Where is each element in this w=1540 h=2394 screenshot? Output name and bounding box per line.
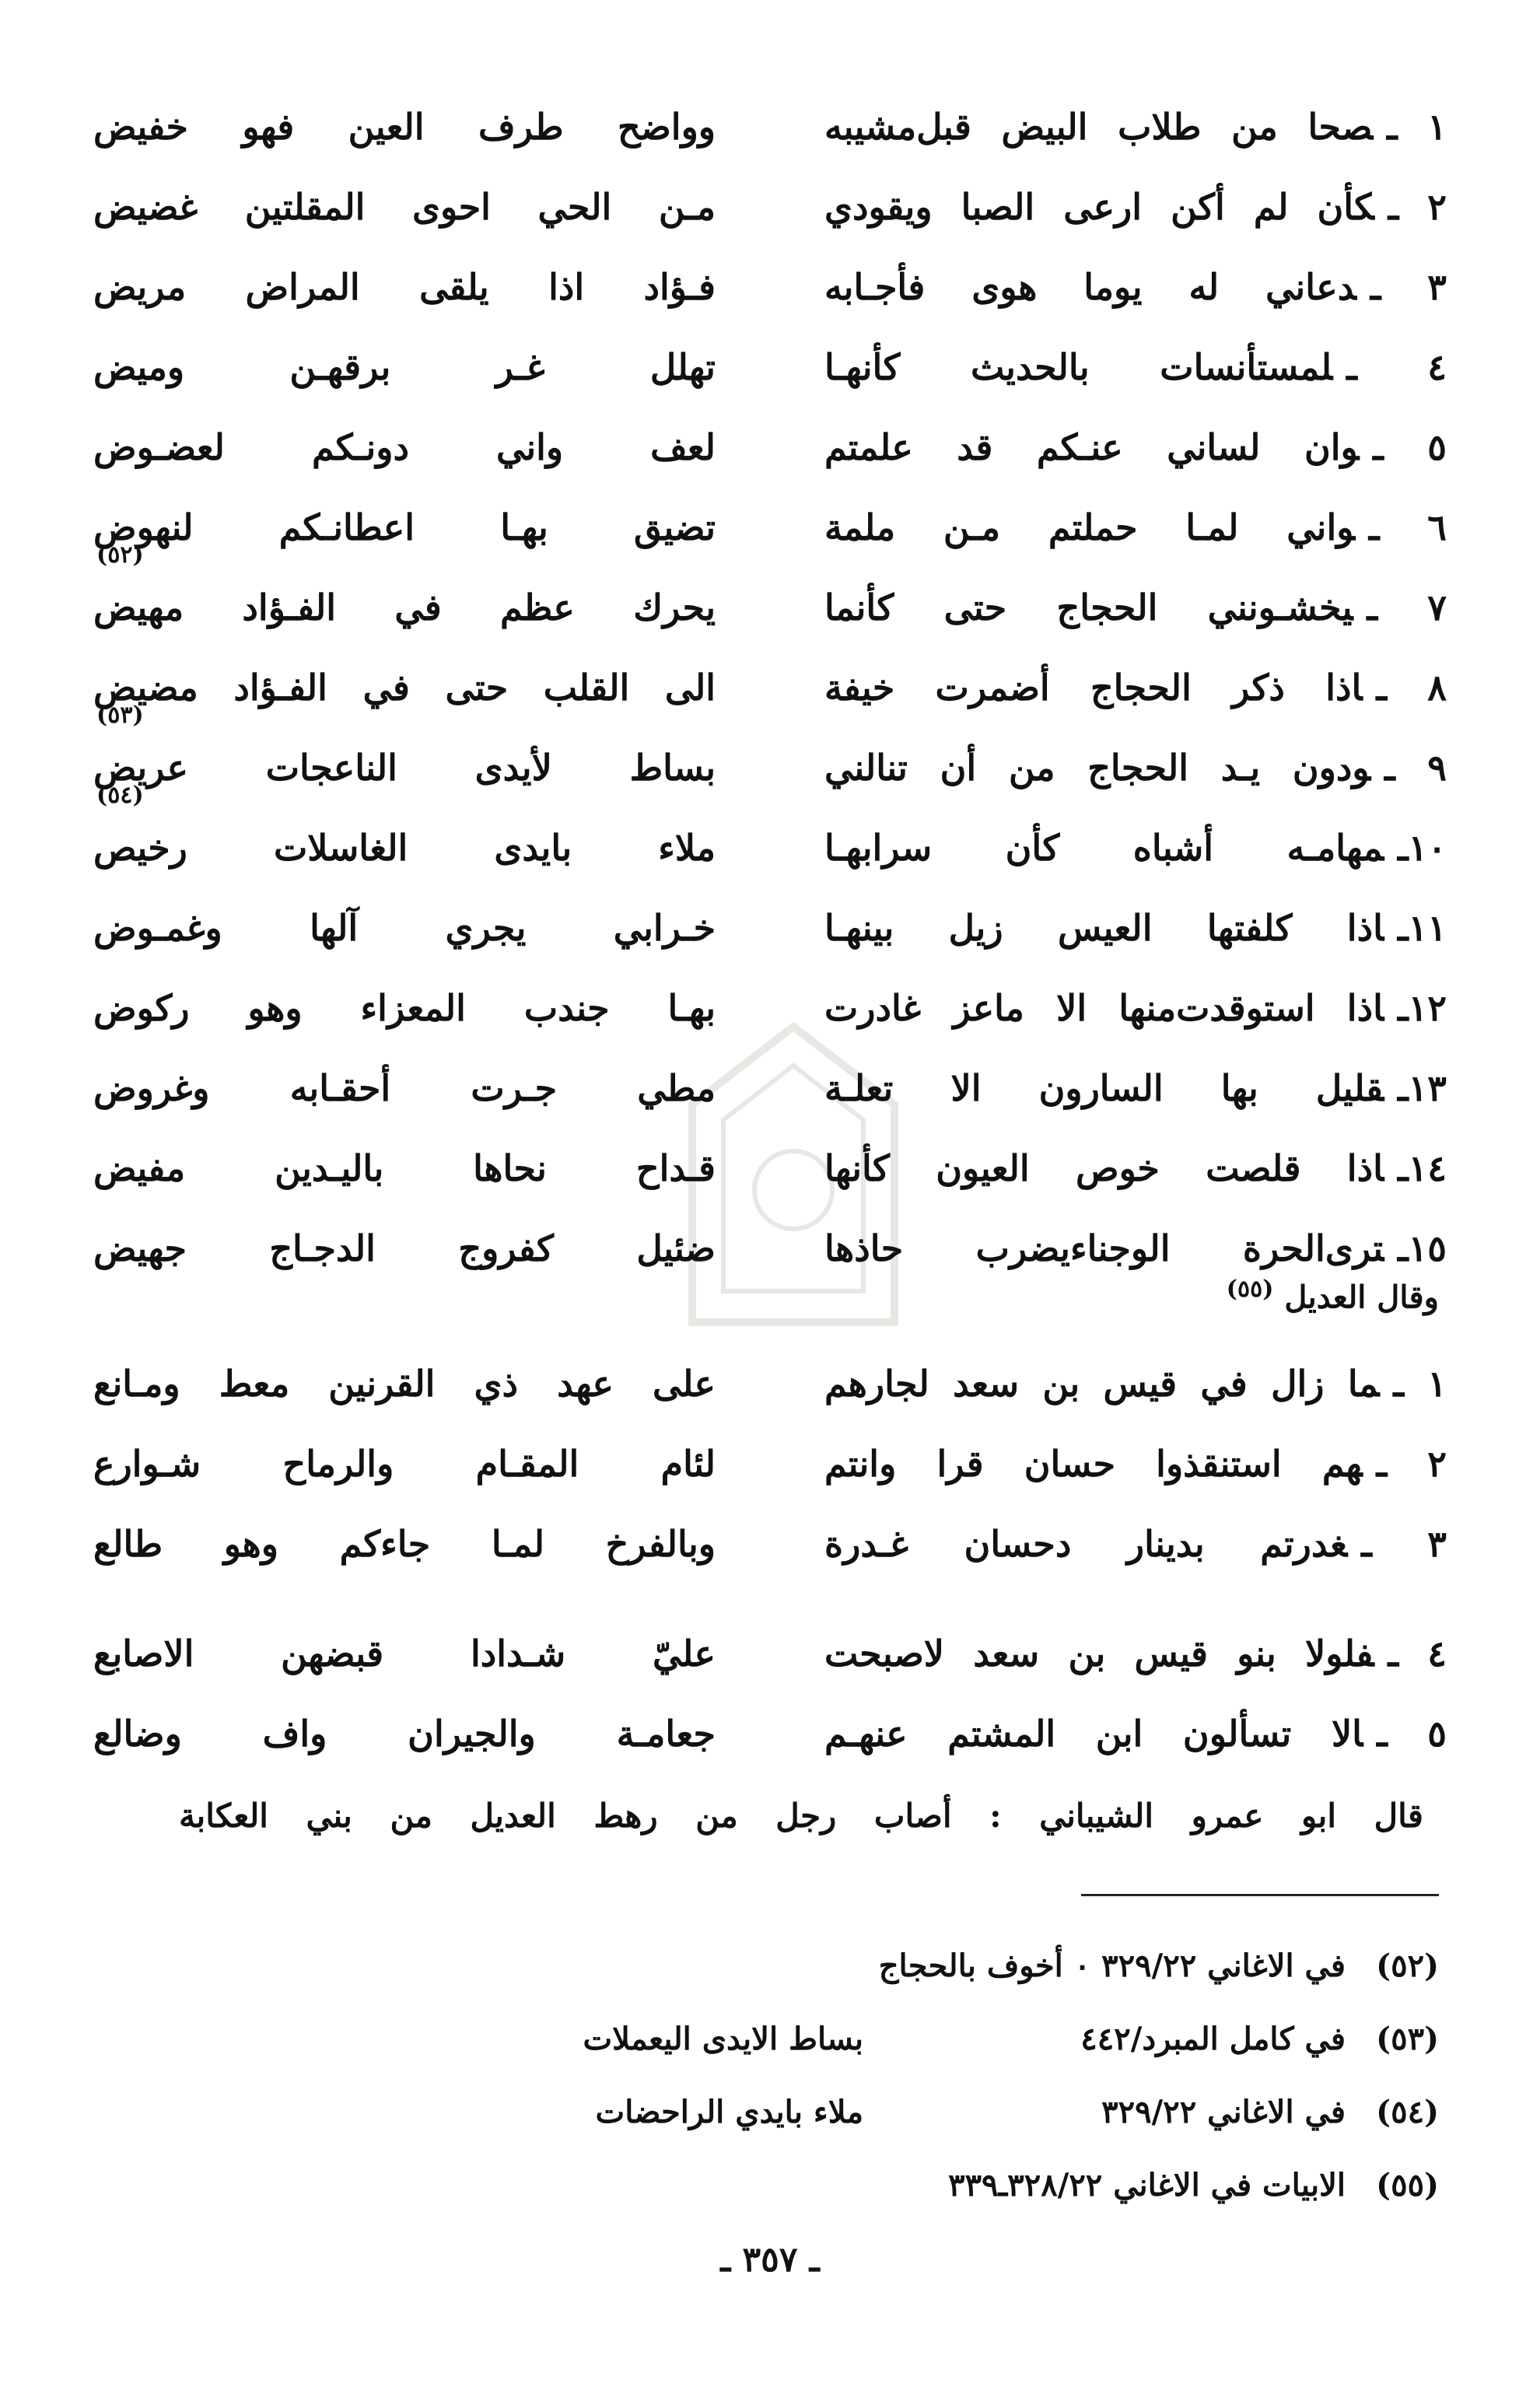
footnotes xyxy=(101,1929,1439,2221)
verse-first-hemistich-text: فلولا بنو قيس بن سعد لاصبحت xyxy=(824,1633,1374,1675)
footnote-source: في الاغاني ٣٢٩/٢٢ xyxy=(1101,2093,1346,2130)
verse-second-hemistich: فـؤاد اذا يلقى المراض مريض xyxy=(93,266,716,308)
verse xyxy=(93,541,1447,648)
verse-second-hemistich: عليّ شـدادا قبضهن الاصابع xyxy=(93,1633,716,1675)
verse-first-hemistich-text: ترى‌الحرة الوجناءيضرب حاذها xyxy=(824,1227,1384,1269)
verse-first-hemistich-text: صحا من طلاب البيض قبل‌مشيبه xyxy=(824,106,1374,148)
verse xyxy=(93,408,1447,488)
poem-first xyxy=(93,87,1447,1289)
footnote-number: (٥٤) xyxy=(1376,2093,1439,2130)
verse-number: ٥ ـ xyxy=(1377,1713,1447,1755)
footnote-source: الابيات في الاغاني ٣٢٨/٢٢ـ٣٣٩ xyxy=(948,2166,1346,2203)
footnote xyxy=(101,2148,1439,2221)
verse-second-hemistich: مطي جـرت أحقـابه وغروض xyxy=(93,1067,716,1109)
verse xyxy=(93,888,1447,968)
verse-second-hemistich: تهلل غـر برقهـن وميض xyxy=(93,346,716,388)
verse-first-hemistich-text: مهامـه أشباه كأن سرابهـا xyxy=(824,827,1384,869)
footnote xyxy=(101,2075,1439,2148)
verse-number: ١٤ـ xyxy=(1398,1147,1447,1189)
verse-first-hemistich-text: وان لساني عنـكم قد علمتم xyxy=(824,426,1360,468)
verse xyxy=(93,1424,1447,1504)
verse xyxy=(93,1614,1447,1694)
verse-second-hemistich: مـن الحي احوى المقلتين غضيض xyxy=(93,186,716,228)
verse-second-hemistich: الى القلب حتى في الفـؤاد مضيض xyxy=(93,667,716,709)
poem-second-continued xyxy=(93,1614,1447,1774)
verse-first-hemistich xyxy=(824,1694,1447,1774)
verse-number: ٤ ـ xyxy=(1346,346,1447,388)
footnote-divider xyxy=(1081,1894,1439,1896)
verse-first-hemistich xyxy=(824,728,1447,808)
verse-first-hemistich xyxy=(824,247,1447,327)
verse-number: ٤ ـ xyxy=(1388,1633,1447,1675)
footnote xyxy=(101,2002,1439,2075)
page-number: ـ ٣٥٧ ـ xyxy=(720,2240,820,2280)
footnote-source: في الاغاني ٣٢٩/٢٢ ٠ أخوف بالحجاج xyxy=(878,1947,1346,1984)
verse-first-hemistich xyxy=(824,1424,1447,1504)
verse-number: ١ ـ xyxy=(1387,106,1447,148)
verse-number: ١٠ـ xyxy=(1398,827,1447,869)
verse-first-hemistich xyxy=(824,1048,1447,1129)
verse-first-hemistich xyxy=(824,888,1447,968)
verse-first-hemistich-text: اذا كلفتها العيس زيل بينهـا xyxy=(824,907,1384,949)
verse xyxy=(93,1344,1447,1424)
verse-second-hemistich: بهـا جندب المعزاء وهو ركوض xyxy=(93,987,716,1029)
verse-first-hemistich xyxy=(824,968,1447,1048)
footnote-ref: (٥٢) xyxy=(96,541,144,569)
poem-second xyxy=(93,1344,1447,1584)
verse-first-hemistich-text: يخشـونني الحجاج حتى كأنما xyxy=(824,586,1353,628)
verse-number: ٦ ـ xyxy=(1369,506,1447,548)
verse xyxy=(93,167,1447,247)
verse-second-hemistich: تضيق بهـا اعطانـكم لنهوض xyxy=(93,506,716,548)
verse-first-hemistich xyxy=(824,167,1447,247)
footnote-number: (٥٢) xyxy=(1376,1947,1439,1984)
verse-first-hemistich-text: دعاني له يوما هوى فأجـابه xyxy=(824,266,1356,308)
verse-second-hemistich: خـرابي يجري آلها وغمـوض xyxy=(93,907,716,949)
footnote-ref: (٥٣) xyxy=(96,702,144,729)
verse-first-hemistich xyxy=(824,408,1447,488)
verse-first-hemistich-text: ودون يـد الحجاج من أن تنالني xyxy=(824,747,1371,789)
verse-first-hemistich-text: واني لمـا حملتم مـن ملمة xyxy=(824,506,1355,548)
footnote-variant: ملاء بايدي الراحضات xyxy=(595,2093,863,2130)
verse-second-hemistich: لئام المقـام والرماح شـوارع xyxy=(93,1443,716,1485)
verse-first-hemistich xyxy=(824,1344,1447,1424)
verse-number: ١ ـ xyxy=(1393,1363,1447,1405)
verse-second-hemistich: يحرك عظم في الفـؤاد مهيض xyxy=(93,586,716,628)
verse-first-hemistich xyxy=(824,808,1447,888)
verse xyxy=(93,247,1447,327)
verse-number: ١١ـ xyxy=(1398,907,1447,949)
footnote-source: في كامل المبرد/٤٤٢ xyxy=(1080,2020,1346,2057)
verse-first-hemistich-text: كأن لم أكن ارعى الصبا ويقودي xyxy=(824,186,1374,228)
verse-first-hemistich xyxy=(824,1504,1447,1584)
verse-number: ٩ ـ xyxy=(1384,747,1447,789)
verse-first-hemistich xyxy=(824,1129,1447,1209)
verse-second-hemistich: بساط لأيدى الناعجات عريض xyxy=(93,747,716,789)
verse-first-hemistich-text: قليل بها السارون الا تعلـة xyxy=(824,1067,1384,1109)
verse-number: ٨ ـ xyxy=(1376,667,1447,709)
verse xyxy=(93,782,1447,888)
verse-first-hemistich-text: لمستأنسات بالحديث كأنهـا xyxy=(824,346,1333,388)
verse-second-hemistich: وبالفرخ لمـا جاءكم وهو طالع xyxy=(93,1523,716,1565)
verse xyxy=(93,87,1447,167)
verse-number: ٢ ـ xyxy=(1388,186,1447,228)
verse-number: ٣ ـ xyxy=(1361,1523,1447,1565)
footnote-number: (٥٣) xyxy=(1376,2020,1439,2057)
verse xyxy=(93,648,1447,728)
poem-intro-line xyxy=(1227,1276,1439,1315)
verse-first-hemistich xyxy=(824,87,1447,167)
verse xyxy=(93,327,1447,408)
verse xyxy=(93,1129,1447,1209)
verse-second-hemistich: ضئيل كفروج الدجـاج جهيض xyxy=(93,1227,716,1269)
verse-first-hemistich-text: اذا ذكر الحجاج أضمرت خيفة xyxy=(824,667,1363,709)
verse-number: ١٥ـ xyxy=(1398,1227,1447,1269)
verse-first-hemistich-text: ما زال في قيس بن سعد لجارهم xyxy=(824,1363,1380,1405)
verse-number: ٢ ـ xyxy=(1376,1443,1447,1485)
verse xyxy=(93,1694,1447,1774)
verse xyxy=(93,1048,1447,1129)
verse xyxy=(93,702,1447,808)
footnote-ref: (٥٤) xyxy=(96,782,144,809)
verse-second-hemistich: لعف واني دونـكم لعضـوض xyxy=(93,426,716,468)
intro-footnote-ref: (٥٥) xyxy=(1226,1276,1274,1303)
verse-first-hemistich-text: غدرتم بدينار دحسان غـدرة xyxy=(824,1523,1348,1565)
verse-number: ٧ ـ xyxy=(1367,586,1447,628)
footnote-number: (٥٥) xyxy=(1376,2166,1439,2203)
intro-text: وقال العديل xyxy=(1284,1279,1439,1316)
verse-second-hemistich: ملاء بايدى الغاسلات رخيص xyxy=(93,827,716,869)
verse-first-hemistich-text: الا تسألون ابن المشتم عنهـم xyxy=(824,1713,1363,1755)
verse-first-hemistich xyxy=(824,648,1447,728)
verse xyxy=(93,968,1447,1048)
verse-first-hemistich xyxy=(824,488,1447,568)
verse-first-hemistich-text: اذا قلصت خوص العيون كأنها xyxy=(824,1147,1384,1189)
verse-number: ٥ ـ xyxy=(1373,426,1447,468)
verse-second-hemistich: جعامـة والجيران واف وضالع xyxy=(93,1713,716,1755)
verse xyxy=(93,488,1447,568)
verse-second-hemistich: وواضح طرف العين فهو خفيض xyxy=(93,106,716,148)
verse-first-hemistich-text: هم استنقذوا حسان قرا وانتم xyxy=(824,1443,1363,1485)
verse-number: ١٢ـ xyxy=(1398,987,1447,1029)
verse-number: ١٣ـ xyxy=(1398,1067,1447,1109)
verse-second-hemistich: على عهد ذي القرنين معط ومـانع xyxy=(93,1363,716,1405)
verse-first-hemistich xyxy=(824,568,1447,648)
verse-number: ٣ ـ xyxy=(1370,266,1447,308)
verse xyxy=(93,1504,1447,1584)
verse-first-hemistich-text: اذا استوقدت‌منها الا ماعز غادرت xyxy=(824,987,1384,1029)
verse-first-hemistich xyxy=(824,327,1447,408)
verse-second-hemistich: قـداح نحاها باليـدين مفيض xyxy=(93,1147,716,1189)
verse-first-hemistich xyxy=(824,1614,1447,1694)
footnote xyxy=(101,1929,1439,2002)
footnote-variant: بساط الايدى اليعملات xyxy=(583,2020,863,2057)
closing-line: قال ابو عمرو الشيباني : أصاب رجل من رهط العديل من بني العكابة xyxy=(179,1797,1423,1835)
